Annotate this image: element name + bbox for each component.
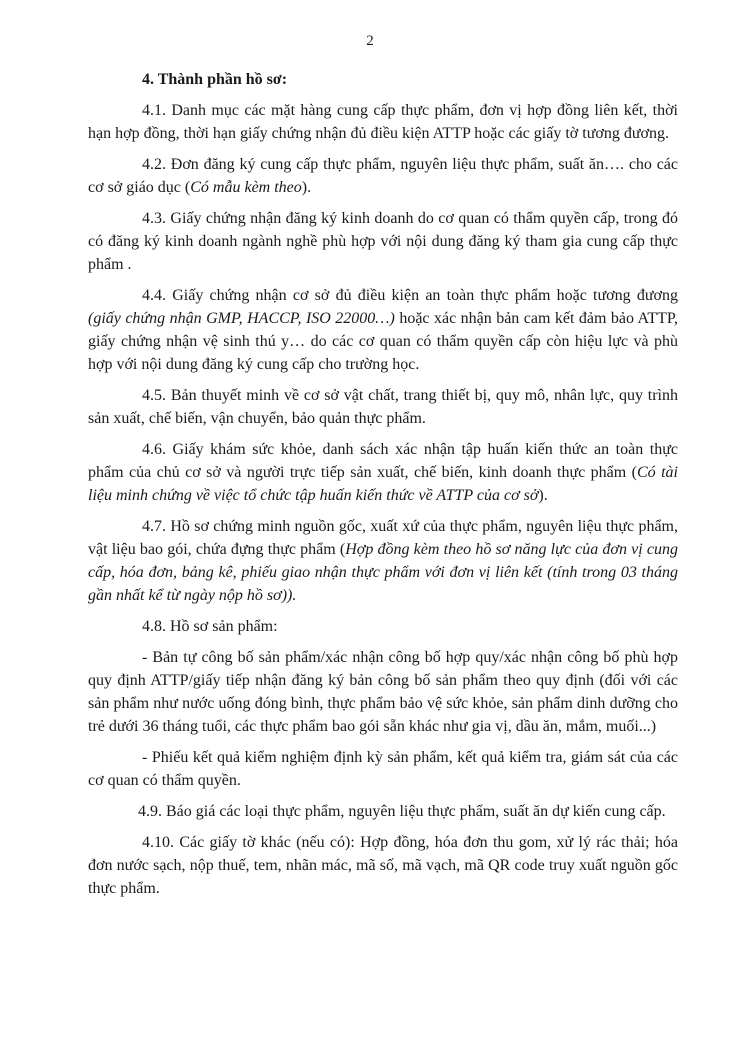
item-4-3: 4.3. Giấy chứng nhận đăng ký kinh doanh do cơ quan có thẩm quyền cấp, trong đó có đăng ký kinh doanh ngành nghề phù hợp với nội dung đăng ký tham gia cung cấp thực phẩm . bbox=[88, 210, 678, 273]
item-4-10: 4.10. Các giấy tờ khác (nếu có): Hợp đồng, hóa đơn thu gom, xử lý rác thải; hóa đơn nước sạch, nộp thuế, tem, nhãn mác, mã số, mã vạch, mã QR code truy xuất nguồn gốc thực phẩm. bbox=[88, 834, 678, 897]
item-4-8-bullet-1: - Bản tự công bố sản phẩm/xác nhận công bố hợp quy/xác nhận công bố phù hợp quy định ATTP/giấy tiếp nhận đăng ký bản công bố sản phẩm theo quy định (đối với các sản phẩm như nước uống đóng bình, thực phẩm bảo vệ sức khỏe, sản phẩm dinh dưỡng cho trẻ dưới 36 tháng tuổi, các thực phẩm bao gói sẵn khác như gia vị, dầu ăn, mắm, muối...) bbox=[88, 649, 678, 735]
item-4-8: 4.8. Hồ sơ sản phẩm: bbox=[142, 618, 278, 635]
item-4-9: 4.9. Báo giá các loại thực phẩm, nguyên liệu thực phẩm, suất ăn dự kiến cung cấp. bbox=[138, 803, 666, 820]
item-4-8-bullet-2: - Phiếu kết quả kiểm nghiệm định kỳ sản phẩm, kết quả kiểm tra, giám sát của các cơ quan có thẩm quyền. bbox=[88, 749, 678, 789]
item-4-1: 4.1. Danh mục các mặt hàng cung cấp thực phẩm, đơn vị hợp đồng liên kết, thời hạn hợp đồng, thời hạn giấy chứng nhận đủ điều kiện ATTP hoặc các giấy tờ tương đương. bbox=[88, 102, 678, 142]
item-4-2: 4.2. Đơn đăng ký cung cấp thực phẩm, nguyên liệu thực phẩm, suất ăn…. cho các cơ sở giáo dục (Có mẫu kèm theo). bbox=[88, 156, 678, 196]
section-heading: 4. Thành phần hồ sơ: bbox=[142, 71, 288, 88]
item-4-4: 4.4. Giấy chứng nhận cơ sở đủ điều kiện an toàn thực phẩm hoặc tương đương (giấy chứng nhận GMP, HACCP, ISO 22000…) hoặc xác nhận bản cam kết đảm bảo ATTP, giấy chứng nhận vệ sinh thú y… do các cơ quan có thẩm quyền cấp còn hiệu lực và phù hợp với nội dung đăng ký cung cấp cho trường học. bbox=[88, 287, 678, 373]
item-4-6: 4.6. Giấy khám sức khỏe, danh sách xác nhận tập huấn kiến thức an toàn thực phẩm của chủ cơ sở và người trực tiếp sản xuất, chế biến, kinh doanh thực phẩm (Có tài liệu minh chứng về việc tổ chức tập huấn kiến thức về ATTP của cơ sở). bbox=[88, 441, 678, 504]
page-number: 2 bbox=[366, 33, 374, 49]
item-4-7: 4.7. Hồ sơ chứng minh nguồn gốc, xuất xứ của thực phẩm, nguyên liệu thực phẩm, vật liệu bao gói, chứa đựng thực phẩm (Hợp đồng kèm theo hồ sơ năng lực của đơn vị cung cấp, hóa đơn, bảng kê, phiếu giao nhận thực phẩm với đơn vị liên kết (tính trong 03 tháng gần nhất kể từ ngày nộp hồ sơ)). bbox=[88, 518, 678, 604]
document-body bbox=[88, 68, 678, 908]
item-4-5: 4.5. Bản thuyết minh về cơ sở vật chất, trang thiết bị, quy mô, nhân lực, quy trình sản xuất, chế biến, vận chuyển, bảo quản thực phẩm. bbox=[88, 387, 678, 427]
